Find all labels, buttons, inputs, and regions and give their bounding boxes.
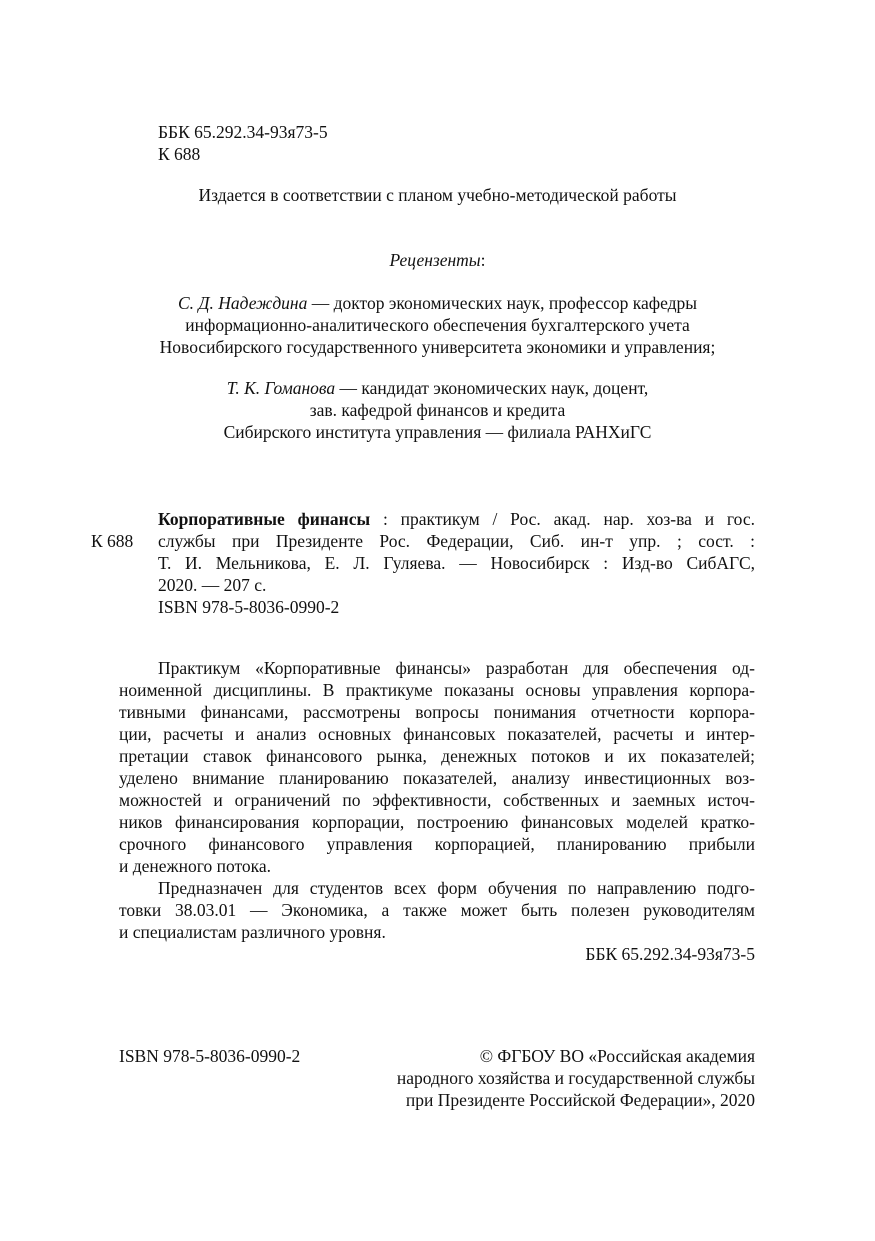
reviewers-heading-colon: : [480, 250, 486, 270]
reviewer-1-line2: информационно-аналитического обеспечения бухгалтерского учета [185, 315, 690, 335]
abstract-p1-line: можностей и ограничений по эффективности, собственных и заемных источ- [119, 790, 755, 810]
catalog-line2: службы при Президенте Рос. Федерации, Сиб. ин-т упр. ; сост. : [158, 531, 755, 551]
abstract-p1-line: ноименной дисциплины. В практикуме показаны основы управления корпора- [119, 680, 755, 700]
bbk-block [158, 121, 328, 165]
abstract-p1-line: уделено внимание планированию показателей, анализу инвестиционных воз- [119, 768, 755, 788]
abstract-p1-line: ции, расчеты и анализ основных финансовых показателей, расчеты и интер- [119, 724, 755, 744]
reviewer-2-line2: зав. кафедрой финансов и кредита [309, 400, 566, 420]
abstract-p1-line: претации ставок финансового рынка, денежных потоков и их показателей; [119, 746, 755, 766]
abstract-p1-last-line: и денежного потока. [119, 856, 272, 876]
abstract-p2-line: Предназначен для студентов всех форм обучения по направлению подго- [158, 878, 755, 898]
abstract-p1-line: тивными финансами, рассмотрены вопросы понимания отчетности корпора- [119, 702, 755, 722]
catalog-title: Корпоративные финансы [158, 509, 371, 529]
reviewer-1 [0, 292, 875, 358]
publishing-note: Издается в соответствии с планом учебно-методической работы [198, 185, 677, 205]
abstract-p1-line: срочного финансового управления корпорацией, планированию прибыли [119, 834, 755, 854]
abstract-p1-line: ников финансирования корпорации, построению финансовых моделей кратко- [119, 812, 755, 832]
reviewer-2-line3: Сибирского института управления — филиала РАНХиГС [223, 422, 652, 442]
abstract-p1-line: Практикум «Корпоративные финансы» разработан для обеспечения од- [158, 658, 755, 678]
abstract-p2-last-line: и специалистам различного уровня. [119, 922, 386, 942]
abstract [119, 657, 755, 965]
footer-copyright [397, 1045, 755, 1111]
reviewer-2-line1: — кандидат экономических наук, доцент, [335, 378, 649, 398]
abstract-p2-line: товки 38.03.01 — Экономика, а также может быть полезен руководителям [119, 900, 755, 920]
catalog-mark: К 688 [91, 531, 134, 551]
copyright-line-1: © ФГБОУ ВО «Российская академия [479, 1046, 755, 1066]
catalog-record [158, 508, 755, 618]
reviewer-1-line1: — доктор экономических наук, профессор кафедры [307, 293, 698, 313]
reviewer-1-line3: Новосибирского государственного университета экономики и управления; [159, 337, 716, 357]
abstract-paragraph-2 [119, 877, 755, 943]
catalog-isbn: ISBN 978-5-8036-0990-2 [158, 597, 340, 617]
author-mark: К 688 [158, 144, 201, 164]
footer-isbn: ISBN 978-5-8036-0990-2 [119, 1046, 301, 1066]
catalog-line3: Т. И. Мельникова, Е. Л. Гуляева. — Новосибирск : Изд-во СибАГС, [158, 553, 755, 573]
copyright-line-2: народного хозяйства и государственной службы [396, 1068, 755, 1088]
reviewer-1-name: С. Д. Надеждина [177, 293, 308, 313]
copyright-line-3: при Президенте Российской Федерации», 2020 [405, 1090, 755, 1110]
catalog-line1: : практикум / Рос. акад. нар. хоз-ва и гос. [370, 509, 755, 529]
reviewer-2 [0, 377, 875, 443]
bbk-code: ББК 65.292.34-93я73-5 [158, 122, 328, 142]
reviewers-heading-label: Рецензенты [389, 250, 481, 270]
reviewer-2-name: Т. К. Гоманова [226, 378, 336, 398]
abstract-paragraph-1 [119, 657, 755, 877]
abstract-bbk: ББК 65.292.34-93я73-5 [585, 944, 755, 964]
catalog-line4: 2020. — 207 с. [158, 575, 267, 595]
reviewers-heading [0, 249, 875, 271]
